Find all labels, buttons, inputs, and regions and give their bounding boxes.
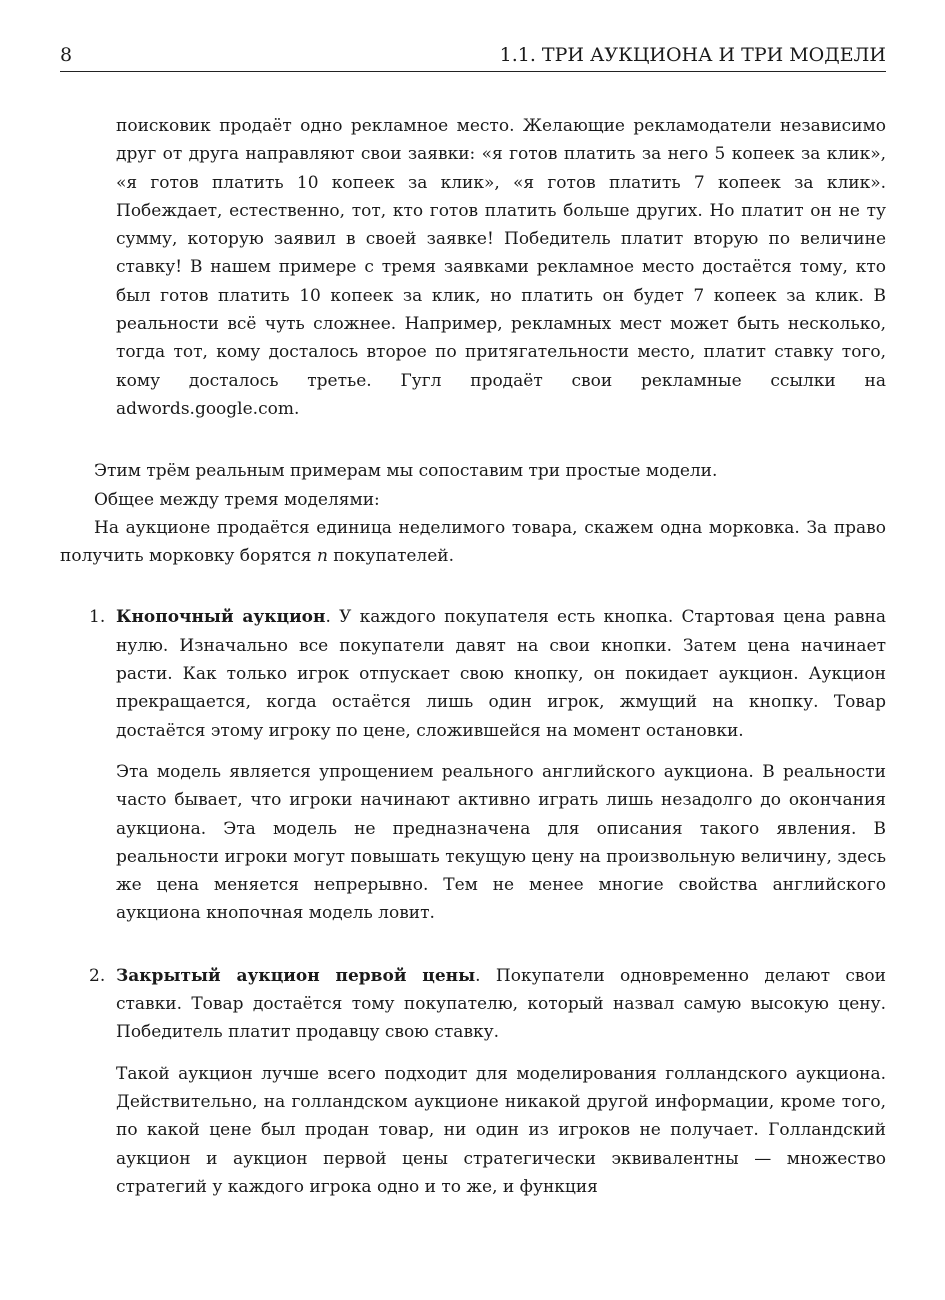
variable-n: n <box>316 546 328 567</box>
book-page <box>60 44 886 1201</box>
paragraph-setup <box>60 514 886 571</box>
list-item-first-price-auction <box>60 962 886 1201</box>
list-number: 1. <box>89 607 106 628</box>
page-content <box>60 112 886 1201</box>
section-title: 1.1. ТРИ АУКЦИОНА И ТРИ МОДЕЛИ <box>499 44 886 66</box>
term-title: Закрытый аукцион первой цены <box>116 965 476 986</box>
paragraph-models-intro: Этим трём реальным примерам мы сопоставим три простые модели. <box>94 461 718 482</box>
term-title: Кнопочный аукцион <box>116 607 326 628</box>
quoted-example: поисковик продаёт одно рекламное место. Желающие рекламодатели независимо друг от друга направляют свои заявки: «я готов платить за него 5 копеек за клик», «я готов платить 10 копеек за клик», «я готов платить 7 копеек за клик». Побеждает, естественно, тот, кто готов платить больше других. Но платит он не ту сумму, которую заявил в своей заявке! Победитель платит вторую по величине ставку! В нашем примере с тремя заявками рекламное место достаётся тому, кто был готов платить 10 копеек за клик, но платить он будет 7 копеек за клик. В реальности всё чуть сложнее. Например, рекламных мест может быть несколько, тогда тот, кому досталось второе по притягательности место, платит ставку того, кому досталось третье. Гугл продаёт свои рекламные ссылки на adwords.google.com. <box>116 116 886 419</box>
setup-text-end: покупателей. <box>327 546 455 567</box>
model-list <box>60 603 886 1201</box>
setup-text-start: На аукционе продаётся единица неделимого товара, скажем одна морковка. За право получить морковку борятся <box>60 517 886 567</box>
running-header <box>60 44 886 72</box>
list-item-button-auction <box>60 603 886 927</box>
list-item-commentary: Эта модель является упрощением реального английского аукциона. В реальности часто бывает, что игроки начинают активно играть лишь незадолго до окончания аукциона. Эта модель не предназначена для описания такого явления. В реальности игроки могут повышать текущую цену на произвольную величину, здесь же цена меняется непрерывно. Тем не менее многие свойства английского аукциона кнопочная модель ловит. <box>116 761 886 924</box>
page-number: 8 <box>60 44 73 66</box>
list-item-main <box>116 962 886 1047</box>
term-description: . У каждого покупателя есть кнопка. Стартовая цена равна нулю. Изначально все покупатели давят на свои кнопки. Затем цена начинает расти. Как только игрок отпускает свою кнопку, он покидает аукцион. Аукцион прекращается, когда остаётся лишь один игрок, жмущий на кнопку. Товар достаётся этому игроку по цене, сложившейся на момент остановки. <box>116 607 887 741</box>
term-description: . Покупатели одновременно делают свои ставки. Товар достаётся тому покупателю, который назвал самую высокую цену. Победитель платит продавцу свою ставку. <box>116 965 886 1043</box>
list-item-commentary: Такой аукцион лучше всего подходит для моделирования голландского аукциона. Действительно, на голландском аукционе никакой другой информации, кроме того, по какой цене был продан товар, ни один из игроков не получает. Голландский аукцион и аукцион первой цены стратегически эквивалентны — множество стратегий у каждого игрока одно и то же, и функция <box>116 1063 886 1197</box>
list-item-main <box>116 603 886 744</box>
paragraph-common: Общее между тремя моделями: <box>94 489 380 510</box>
list-number: 2. <box>89 965 106 986</box>
